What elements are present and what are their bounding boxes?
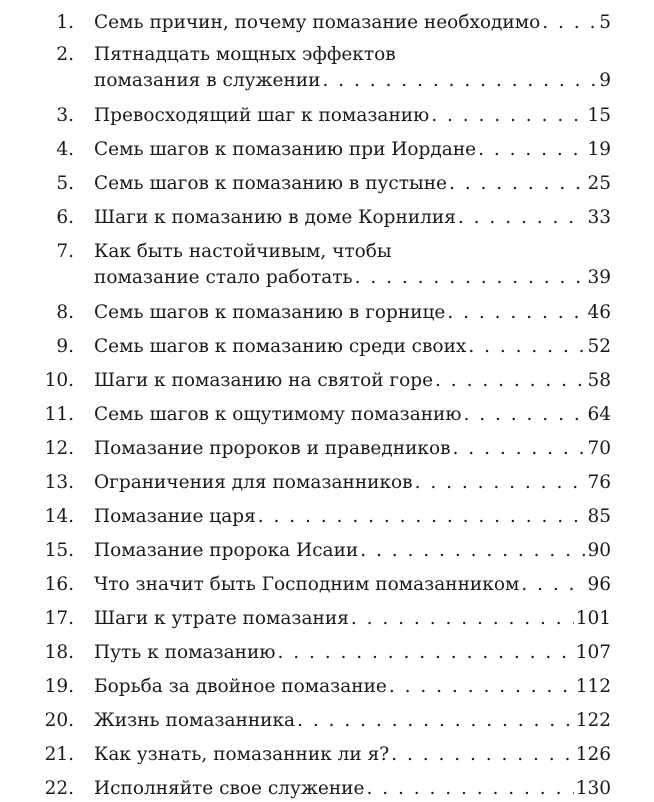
toc-entry-number: 17.	[44, 608, 74, 629]
dot-leader	[360, 538, 585, 564]
toc-entry-body	[94, 776, 611, 802]
toc-entry-line	[94, 640, 611, 666]
toc-entry-body	[94, 368, 611, 394]
toc-entry-number: 16.	[44, 574, 74, 595]
toc-entry-line	[94, 10, 611, 36]
dot-leader	[464, 402, 586, 428]
toc-entry[interactable]	[0, 205, 654, 231]
dot-leader	[447, 300, 585, 326]
toc-entry-line	[94, 171, 611, 197]
toc-entry-body	[94, 10, 611, 36]
dot-leader	[458, 205, 586, 231]
toc-entry-title: Помазание пророка Исаии	[94, 540, 359, 561]
toc-entry-title: Ограничения для помазанников	[94, 472, 413, 493]
dot-leader	[355, 265, 586, 291]
toc-entry-title: Что значит быть Господним помазанником	[94, 574, 520, 595]
toc-entry-body	[94, 402, 611, 428]
toc-entry-line	[94, 334, 611, 360]
toc-entry-page: 85	[587, 506, 611, 527]
toc-entry-number: 8.	[56, 302, 74, 323]
toc-entry-page: 107	[575, 642, 611, 663]
toc-entry[interactable]	[0, 368, 654, 394]
toc-entry[interactable]	[0, 402, 654, 428]
toc-entry-title-line1: Как быть настойчивым, чтобы	[94, 241, 392, 262]
toc-entry-title: Семь шагов к помазанию в горнице	[94, 302, 446, 323]
toc-entry-line	[94, 368, 611, 394]
toc-entry-line	[94, 572, 611, 598]
toc-entry-number: 6.	[56, 207, 74, 228]
toc-entry[interactable]	[0, 300, 654, 326]
toc-entry-line	[94, 776, 611, 802]
toc-entry[interactable]	[0, 776, 654, 802]
toc-entry-page: 5	[599, 12, 611, 33]
toc-entry-page: 126	[575, 744, 611, 765]
toc-entry-line	[94, 137, 611, 163]
toc-entry-page: 76	[587, 472, 611, 493]
toc-entry-number: 15.	[44, 540, 74, 561]
toc-entry-title: Семь шагов к помазанию среди своих	[94, 336, 467, 357]
toc-entry-line	[94, 504, 611, 530]
toc-entry-line	[94, 436, 611, 462]
dot-leader	[322, 68, 597, 94]
toc-entry[interactable]	[0, 10, 654, 36]
dot-leader	[391, 742, 574, 768]
toc-entry-body	[94, 436, 611, 462]
toc-entry-page: 122	[575, 710, 611, 731]
toc-entry-number: 1.	[56, 12, 74, 33]
dot-leader	[478, 137, 585, 163]
toc-entry-page: 70	[587, 438, 611, 459]
toc-entry-page: 130	[575, 778, 611, 799]
toc-entry-page: 112	[575, 676, 611, 697]
toc-entry[interactable]	[0, 239, 654, 291]
toc-entry[interactable]	[0, 640, 654, 666]
toc-entry-page: 9	[599, 70, 611, 91]
dot-leader	[415, 470, 586, 496]
toc-entry-title: Как узнать, помазанник ли я?	[94, 744, 390, 765]
toc-entry-body	[94, 137, 611, 163]
toc-entry-page: 90	[587, 540, 611, 561]
toc-entry-page: 96	[587, 574, 611, 595]
toc-entry-title: Шаги к помазанию на святой горе	[94, 370, 434, 391]
toc-entry[interactable]	[0, 504, 654, 530]
toc-entry-number: 7.	[56, 241, 74, 262]
toc-entry-number: 12.	[44, 438, 74, 459]
dot-leader	[277, 640, 573, 666]
table-of-contents	[0, 2, 654, 799]
toc-entry-body	[94, 205, 611, 231]
toc-entry-body	[94, 239, 611, 291]
toc-entry-body	[94, 538, 611, 564]
toc-entry-body	[94, 470, 611, 496]
toc-entry-body	[94, 171, 611, 197]
toc-entry-page: 64	[587, 404, 611, 425]
toc-entry-title: Шаги к помазанию в доме Корнилия	[94, 207, 456, 228]
toc-entry-number: 10.	[44, 370, 74, 391]
toc-entry[interactable]	[0, 470, 654, 496]
toc-entry-title: Семь шагов к помазанию в пустыне	[94, 173, 448, 194]
toc-entry-body	[94, 103, 611, 129]
toc-entry-body	[94, 640, 611, 666]
toc-entry-number: 22.	[44, 778, 74, 799]
toc-entry[interactable]	[0, 436, 654, 462]
toc-entry-page: 46	[587, 302, 611, 323]
toc-entry-title: Семь шагов к ощутимому помазанию	[94, 404, 462, 425]
toc-entry-page: 33	[587, 207, 611, 228]
toc-entry-number: 13.	[44, 472, 74, 493]
toc-entry-line	[94, 68, 611, 94]
toc-entry[interactable]	[0, 137, 654, 163]
toc-entry-line	[94, 674, 611, 700]
toc-entry-body	[94, 606, 611, 632]
dot-leader	[521, 572, 585, 598]
toc-entry-title: Помазание царя	[94, 506, 256, 527]
dot-leader	[431, 103, 585, 129]
toc-entry-number: 4.	[56, 139, 74, 160]
dot-leader	[453, 436, 586, 462]
toc-entry-number: 5.	[56, 173, 74, 194]
toc-entry-number: 9.	[56, 336, 74, 357]
toc-entry-line	[94, 402, 611, 428]
toc-entry-title: Путь к помазанию	[94, 642, 276, 663]
toc-entry-page: 52	[587, 336, 611, 357]
toc-entry[interactable]	[0, 42, 654, 94]
toc-entry-title: Исполняйте свое служение	[94, 778, 365, 799]
toc-entry-number: 14.	[44, 506, 74, 527]
toc-entry-page: 101	[575, 608, 611, 629]
toc-entry-title: Помазание пророков и праведников	[94, 438, 451, 459]
toc-entry-body	[94, 572, 611, 598]
toc-entry-page: 25	[587, 173, 611, 194]
toc-entry[interactable]	[0, 572, 654, 598]
toc-entry-title: Семь причин, почему помазание необходимо	[94, 12, 541, 33]
toc-entry[interactable]	[0, 742, 654, 768]
toc-entry-title: Семь шагов к помазанию при Иордане	[94, 139, 477, 160]
toc-entry-number: 2.	[56, 44, 74, 65]
toc-entry-line	[94, 265, 611, 291]
toc-entry-page: 58	[587, 370, 611, 391]
toc-entry-number: 21.	[44, 744, 74, 765]
dot-leader	[351, 606, 574, 632]
toc-entry-title: помазание стало работать	[94, 267, 353, 288]
toc-entry-body	[94, 504, 611, 530]
toc-entry-body	[94, 742, 611, 768]
toc-entry-number: 19.	[44, 676, 74, 697]
toc-entry-line	[94, 470, 611, 496]
toc-entry[interactable]	[0, 538, 654, 564]
toc-entry-line	[94, 538, 611, 564]
toc-entry-title: Превосходящий шаг к помазанию	[94, 105, 430, 126]
toc-entry-page: 39	[587, 267, 611, 288]
toc-entry-line	[94, 103, 611, 129]
toc-entry[interactable]	[0, 171, 654, 197]
toc-entry-line	[94, 300, 611, 326]
toc-entry-line	[94, 606, 611, 632]
toc-entry-line	[94, 742, 611, 768]
toc-entry-page: 19	[587, 139, 611, 160]
toc-entry-body	[94, 674, 611, 700]
dot-leader	[258, 504, 586, 530]
toc-entry-title: Жизнь помазанника	[94, 710, 296, 731]
toc-entry-title: Борьба за двойное помазание	[94, 676, 387, 697]
toc-entry[interactable]	[0, 103, 654, 129]
toc-entry[interactable]	[0, 674, 654, 700]
toc-entry-page: 15	[587, 105, 611, 126]
toc-entry-title-line1: Пятнадцать мощных эффектов	[94, 44, 396, 65]
toc-entry[interactable]	[0, 334, 654, 360]
toc-entry-body	[94, 708, 611, 734]
toc-entry-body	[94, 42, 611, 94]
dot-leader	[297, 708, 574, 734]
toc-entry-number: 18.	[44, 642, 74, 663]
toc-entry[interactable]	[0, 606, 654, 632]
toc-entry-body	[94, 300, 611, 326]
toc-entry[interactable]	[0, 708, 654, 734]
toc-entry-line	[94, 205, 611, 231]
toc-entry-number: 3.	[56, 105, 74, 126]
dot-leader	[468, 334, 585, 360]
dot-leader	[542, 10, 597, 36]
toc-entry-number: 20.	[44, 710, 74, 731]
toc-entry-title: Шаги к утрате помазания	[94, 608, 349, 629]
dot-leader	[366, 776, 573, 802]
dot-leader	[435, 368, 585, 394]
toc-entry-title: помазания в служении	[94, 70, 321, 91]
toc-entry-number: 11.	[44, 404, 74, 425]
toc-entry-line	[94, 708, 611, 734]
toc-entry-body	[94, 334, 611, 360]
dot-leader	[389, 674, 574, 700]
dot-leader	[449, 171, 585, 197]
